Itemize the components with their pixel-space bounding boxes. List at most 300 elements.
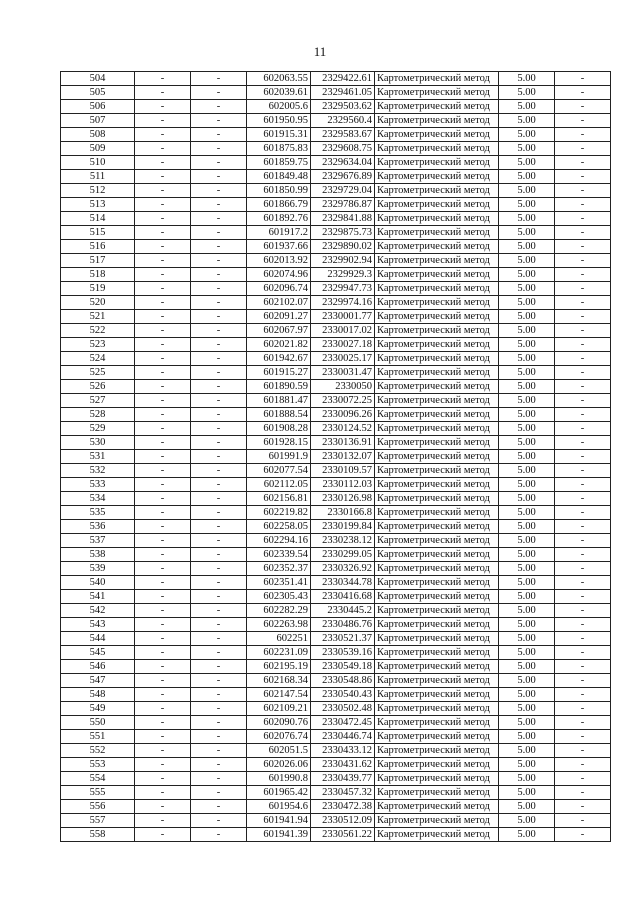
cell-description: - — [555, 716, 611, 730]
cell-accuracy: 5.00 — [499, 702, 555, 716]
cell-coord-x: 601875.83 — [247, 142, 311, 156]
cell-old-y: - — [191, 142, 247, 156]
cell-coord-y: 2330112.03 — [311, 478, 375, 492]
cell-old-y: - — [191, 702, 247, 716]
cell-coord-y: 2330512.09 — [311, 814, 375, 828]
cell-method: Картометрический метод — [375, 660, 499, 674]
cell-old-y: - — [191, 268, 247, 282]
cell-accuracy: 5.00 — [499, 828, 555, 842]
table-row — [61, 618, 611, 632]
cell-old-y: - — [191, 576, 247, 590]
cell-point-number: 556 — [61, 800, 135, 814]
cell-accuracy: 5.00 — [499, 352, 555, 366]
table-row — [61, 366, 611, 380]
cell-method: Картометрический метод — [375, 352, 499, 366]
cell-point-number: 541 — [61, 590, 135, 604]
cell-method: Картометрический метод — [375, 156, 499, 170]
cell-accuracy: 5.00 — [499, 296, 555, 310]
cell-coord-y: 2330132.07 — [311, 450, 375, 464]
cell-description: - — [555, 72, 611, 86]
table-row — [61, 506, 611, 520]
cell-point-number: 540 — [61, 576, 135, 590]
cell-point-number: 543 — [61, 618, 135, 632]
cell-point-number: 526 — [61, 380, 135, 394]
table-row — [61, 674, 611, 688]
cell-coord-y: 2330472.45 — [311, 716, 375, 730]
cell-method: Картометрический метод — [375, 72, 499, 86]
cell-old-x: - — [135, 828, 191, 842]
cell-coord-x: 601928.15 — [247, 436, 311, 450]
cell-accuracy: 5.00 — [499, 688, 555, 702]
cell-coord-x: 602258.05 — [247, 520, 311, 534]
cell-old-x: - — [135, 464, 191, 478]
cell-old-x: - — [135, 324, 191, 338]
cell-old-y: - — [191, 492, 247, 506]
table-row — [61, 310, 611, 324]
cell-description: - — [555, 450, 611, 464]
cell-coord-x: 601990.8 — [247, 772, 311, 786]
cell-point-number: 544 — [61, 632, 135, 646]
cell-coord-x: 602195.19 — [247, 660, 311, 674]
cell-method: Картометрический метод — [375, 310, 499, 324]
cell-point-number: 558 — [61, 828, 135, 842]
cell-description: - — [555, 198, 611, 212]
cell-point-number: 531 — [61, 450, 135, 464]
cell-old-x: - — [135, 758, 191, 772]
cell-point-number: 518 — [61, 268, 135, 282]
table-row — [61, 590, 611, 604]
cell-method: Картометрический метод — [375, 394, 499, 408]
cell-method: Картометрический метод — [375, 744, 499, 758]
cell-method: Картометрический метод — [375, 590, 499, 604]
table-row — [61, 576, 611, 590]
cell-coord-x: 601866.79 — [247, 198, 311, 212]
cell-method: Картометрический метод — [375, 618, 499, 632]
cell-description: - — [555, 170, 611, 184]
cell-coord-y: 2330431.62 — [311, 758, 375, 772]
table-row — [61, 548, 611, 562]
table-row — [61, 184, 611, 198]
cell-coord-y: 2330445.2 — [311, 604, 375, 618]
cell-description: - — [555, 660, 611, 674]
cell-old-x: - — [135, 604, 191, 618]
cell-point-number: 530 — [61, 436, 135, 450]
cell-method: Картометрический метод — [375, 338, 499, 352]
cell-coord-x: 602351.41 — [247, 576, 311, 590]
cell-description: - — [555, 184, 611, 198]
cell-old-x: - — [135, 548, 191, 562]
cell-coord-x: 602339.54 — [247, 548, 311, 562]
cell-point-number: 533 — [61, 478, 135, 492]
cell-method: Картометрический метод — [375, 730, 499, 744]
cell-coord-x: 602219.82 — [247, 506, 311, 520]
cell-old-y: - — [191, 478, 247, 492]
table-row — [61, 324, 611, 338]
table-row — [61, 254, 611, 268]
cell-coord-x: 602156.81 — [247, 492, 311, 506]
cell-old-x: - — [135, 730, 191, 744]
cell-point-number: 536 — [61, 520, 135, 534]
cell-coord-x: 602005.6 — [247, 100, 311, 114]
cell-point-number: 534 — [61, 492, 135, 506]
cell-coord-x: 602026.06 — [247, 758, 311, 772]
cell-coord-y: 2330549.18 — [311, 660, 375, 674]
cell-accuracy: 5.00 — [499, 520, 555, 534]
cell-description: - — [555, 674, 611, 688]
cell-point-number: 519 — [61, 282, 135, 296]
cell-method: Картометрический метод — [375, 632, 499, 646]
cell-accuracy: 5.00 — [499, 744, 555, 758]
cell-accuracy: 5.00 — [499, 786, 555, 800]
cell-description: - — [555, 548, 611, 562]
cell-point-number: 532 — [61, 464, 135, 478]
cell-coord-x: 602074.96 — [247, 268, 311, 282]
cell-accuracy: 5.00 — [499, 184, 555, 198]
cell-accuracy: 5.00 — [499, 730, 555, 744]
cell-old-y: - — [191, 408, 247, 422]
cell-accuracy: 5.00 — [499, 282, 555, 296]
table-row — [61, 716, 611, 730]
cell-old-x: - — [135, 716, 191, 730]
cell-coord-x: 601850.99 — [247, 184, 311, 198]
cell-old-y: - — [191, 520, 247, 534]
cell-point-number: 512 — [61, 184, 135, 198]
table-row — [61, 86, 611, 100]
table-row — [61, 450, 611, 464]
cell-coord-x: 601892.76 — [247, 212, 311, 226]
cell-accuracy: 5.00 — [499, 758, 555, 772]
cell-coord-x: 601917.2 — [247, 226, 311, 240]
cell-point-number: 552 — [61, 744, 135, 758]
cell-method: Картометрический метод — [375, 212, 499, 226]
cell-coord-x: 601888.54 — [247, 408, 311, 422]
cell-accuracy: 5.00 — [499, 100, 555, 114]
cell-coord-y: 2329583.67 — [311, 128, 375, 142]
cell-coord-x: 601941.94 — [247, 814, 311, 828]
cell-coord-x: 601950.95 — [247, 114, 311, 128]
cell-coord-y: 2330439.77 — [311, 772, 375, 786]
cell-old-y: - — [191, 380, 247, 394]
cell-old-x: - — [135, 674, 191, 688]
cell-coord-y: 2329974.16 — [311, 296, 375, 310]
cell-old-y: - — [191, 184, 247, 198]
cell-coord-x: 602090.76 — [247, 716, 311, 730]
cell-old-x: - — [135, 800, 191, 814]
cell-old-x: - — [135, 618, 191, 632]
cell-point-number: 522 — [61, 324, 135, 338]
cell-coord-x: 602294.16 — [247, 534, 311, 548]
cell-coord-y: 2330472.38 — [311, 800, 375, 814]
cell-description: - — [555, 828, 611, 842]
cell-coord-y: 2330561.22 — [311, 828, 375, 842]
cell-coord-y: 2329890.02 — [311, 240, 375, 254]
cell-description: - — [555, 352, 611, 366]
cell-coord-y: 2330136.91 — [311, 436, 375, 450]
cell-coord-y: 2330025.17 — [311, 352, 375, 366]
cell-old-y: - — [191, 786, 247, 800]
cell-coord-x: 602251 — [247, 632, 311, 646]
cell-method: Картометрический метод — [375, 646, 499, 660]
cell-accuracy: 5.00 — [499, 72, 555, 86]
cell-method: Картометрический метод — [375, 86, 499, 100]
cell-description: - — [555, 408, 611, 422]
cell-old-x: - — [135, 366, 191, 380]
cell-accuracy: 5.00 — [499, 408, 555, 422]
cell-old-x: - — [135, 240, 191, 254]
cell-method: Картометрический метод — [375, 800, 499, 814]
cell-old-y: - — [191, 324, 247, 338]
cell-method: Картометрический метод — [375, 786, 499, 800]
cell-accuracy: 5.00 — [499, 240, 555, 254]
cell-point-number: 521 — [61, 310, 135, 324]
cell-method: Картометрический метод — [375, 380, 499, 394]
cell-old-x: - — [135, 254, 191, 268]
cell-old-y: - — [191, 688, 247, 702]
cell-coord-y: 2329947.73 — [311, 282, 375, 296]
cell-old-y: - — [191, 394, 247, 408]
cell-accuracy: 5.00 — [499, 114, 555, 128]
cell-coord-y: 2330096.26 — [311, 408, 375, 422]
table-row — [61, 562, 611, 576]
cell-old-y: - — [191, 674, 247, 688]
cell-coord-y: 2330199.84 — [311, 520, 375, 534]
table-row — [61, 170, 611, 184]
cell-accuracy: 5.00 — [499, 156, 555, 170]
cell-old-x: - — [135, 632, 191, 646]
table-row — [61, 380, 611, 394]
table-row — [61, 660, 611, 674]
cell-point-number: 515 — [61, 226, 135, 240]
cell-description: - — [555, 688, 611, 702]
cell-coord-x: 601890.59 — [247, 380, 311, 394]
cell-old-y: - — [191, 86, 247, 100]
cell-coord-x: 602076.74 — [247, 730, 311, 744]
cell-coord-x: 602168.34 — [247, 674, 311, 688]
cell-description: - — [555, 366, 611, 380]
cell-point-number: 538 — [61, 548, 135, 562]
cell-description: - — [555, 464, 611, 478]
cell-method: Картометрический метод — [375, 576, 499, 590]
cell-method: Картометрический метод — [375, 758, 499, 772]
cell-accuracy: 5.00 — [499, 478, 555, 492]
cell-old-y: - — [191, 436, 247, 450]
cell-coord-y: 2330050 — [311, 380, 375, 394]
cell-old-x: - — [135, 268, 191, 282]
cell-method: Картометрический метод — [375, 478, 499, 492]
cell-old-y: - — [191, 72, 247, 86]
cell-old-x: - — [135, 646, 191, 660]
cell-coord-x: 602282.29 — [247, 604, 311, 618]
cell-method: Картометрический метод — [375, 464, 499, 478]
cell-description: - — [555, 562, 611, 576]
cell-old-x: - — [135, 422, 191, 436]
cell-coord-x: 602051.5 — [247, 744, 311, 758]
cell-description: - — [555, 758, 611, 772]
cell-coord-y: 2330539.16 — [311, 646, 375, 660]
cell-point-number: 528 — [61, 408, 135, 422]
cell-coord-x: 602063.55 — [247, 72, 311, 86]
table-row — [61, 268, 611, 282]
table-row — [61, 394, 611, 408]
cell-old-x: - — [135, 310, 191, 324]
cell-point-number: 535 — [61, 506, 135, 520]
cell-point-number: 557 — [61, 814, 135, 828]
cell-old-y: - — [191, 282, 247, 296]
cell-old-x: - — [135, 590, 191, 604]
table-row — [61, 100, 611, 114]
table-row — [61, 198, 611, 212]
cell-old-x: - — [135, 212, 191, 226]
cell-description: - — [555, 702, 611, 716]
cell-coord-y: 2329676.89 — [311, 170, 375, 184]
cell-accuracy: 5.00 — [499, 338, 555, 352]
cell-method: Картометрический метод — [375, 114, 499, 128]
coordinates-table-body — [61, 72, 611, 842]
cell-coord-y: 2330109.57 — [311, 464, 375, 478]
cell-method: Картометрический метод — [375, 100, 499, 114]
table-row — [61, 72, 611, 86]
cell-method: Картометрический метод — [375, 604, 499, 618]
table-row — [61, 212, 611, 226]
table-row — [61, 240, 611, 254]
table-row — [61, 226, 611, 240]
cell-old-x: - — [135, 450, 191, 464]
cell-coord-y: 2330326.92 — [311, 562, 375, 576]
cell-point-number: 524 — [61, 352, 135, 366]
cell-accuracy: 5.00 — [499, 226, 555, 240]
cell-point-number: 516 — [61, 240, 135, 254]
cell-old-y: - — [191, 114, 247, 128]
cell-point-number: 509 — [61, 142, 135, 156]
cell-description: - — [555, 632, 611, 646]
cell-accuracy: 5.00 — [499, 422, 555, 436]
cell-description: - — [555, 100, 611, 114]
cell-old-y: - — [191, 296, 247, 310]
cell-accuracy: 5.00 — [499, 450, 555, 464]
cell-coord-y: 2330299.05 — [311, 548, 375, 562]
cell-description: - — [555, 576, 611, 590]
table-row — [61, 534, 611, 548]
table-row — [61, 478, 611, 492]
cell-method: Картометрический метод — [375, 184, 499, 198]
cell-old-x: - — [135, 128, 191, 142]
cell-method: Картометрический метод — [375, 226, 499, 240]
cell-point-number: 529 — [61, 422, 135, 436]
cell-point-number: 546 — [61, 660, 135, 674]
cell-coord-x: 602352.37 — [247, 562, 311, 576]
cell-old-x: - — [135, 562, 191, 576]
cell-point-number: 504 — [61, 72, 135, 86]
cell-coord-x: 602112.05 — [247, 478, 311, 492]
cell-coord-x: 601991.9 — [247, 450, 311, 464]
cell-description: - — [555, 380, 611, 394]
cell-old-x: - — [135, 702, 191, 716]
cell-method: Картометрический метод — [375, 674, 499, 688]
table-row — [61, 352, 611, 366]
cell-coord-y: 2329634.04 — [311, 156, 375, 170]
cell-description: - — [555, 506, 611, 520]
cell-old-y: - — [191, 310, 247, 324]
cell-old-x: - — [135, 338, 191, 352]
cell-coord-y: 2330124.52 — [311, 422, 375, 436]
cell-description: - — [555, 604, 611, 618]
cell-coord-x: 601965.42 — [247, 786, 311, 800]
cell-point-number: 555 — [61, 786, 135, 800]
cell-coord-y: 2329608.75 — [311, 142, 375, 156]
table-row — [61, 828, 611, 842]
cell-old-y: - — [191, 506, 247, 520]
cell-old-x: - — [135, 478, 191, 492]
cell-old-y: - — [191, 800, 247, 814]
cell-old-y: - — [191, 254, 247, 268]
cell-coord-x: 601849.48 — [247, 170, 311, 184]
cell-coord-x: 602013.92 — [247, 254, 311, 268]
cell-coord-x: 601915.27 — [247, 366, 311, 380]
table-row — [61, 156, 611, 170]
cell-description: - — [555, 590, 611, 604]
cell-accuracy: 5.00 — [499, 604, 555, 618]
cell-old-x: - — [135, 744, 191, 758]
cell-old-y: - — [191, 632, 247, 646]
cell-coord-y: 2330001.77 — [311, 310, 375, 324]
cell-point-number: 527 — [61, 394, 135, 408]
cell-description: - — [555, 114, 611, 128]
cell-method: Картометрический метод — [375, 772, 499, 786]
cell-description: - — [555, 310, 611, 324]
cell-old-x: - — [135, 226, 191, 240]
cell-description: - — [555, 436, 611, 450]
cell-old-x: - — [135, 520, 191, 534]
cell-old-x: - — [135, 282, 191, 296]
cell-method: Картометрический метод — [375, 506, 499, 520]
cell-old-x: - — [135, 814, 191, 828]
table-row — [61, 772, 611, 786]
cell-description: - — [555, 282, 611, 296]
cell-description: - — [555, 534, 611, 548]
cell-old-y: - — [191, 128, 247, 142]
cell-accuracy: 5.00 — [499, 800, 555, 814]
cell-description: - — [555, 142, 611, 156]
cell-coord-y: 2329422.61 — [311, 72, 375, 86]
cell-accuracy: 5.00 — [499, 436, 555, 450]
cell-old-x: - — [135, 408, 191, 422]
cell-old-x: - — [135, 492, 191, 506]
cell-coord-y: 2330027.18 — [311, 338, 375, 352]
cell-point-number: 523 — [61, 338, 135, 352]
cell-description: - — [555, 646, 611, 660]
table-row — [61, 702, 611, 716]
cell-coord-x: 602091.27 — [247, 310, 311, 324]
cell-coord-y: 2329902.94 — [311, 254, 375, 268]
cell-old-y: - — [191, 100, 247, 114]
cell-accuracy: 5.00 — [499, 268, 555, 282]
cell-method: Картометрический метод — [375, 170, 499, 184]
cell-old-x: - — [135, 772, 191, 786]
cell-old-y: - — [191, 534, 247, 548]
cell-coord-x: 602039.61 — [247, 86, 311, 100]
cell-coord-y: 2329929.3 — [311, 268, 375, 282]
cell-point-number: 550 — [61, 716, 135, 730]
cell-point-number: 537 — [61, 534, 135, 548]
cell-method: Картометрический метод — [375, 324, 499, 338]
table-row — [61, 436, 611, 450]
cell-old-x: - — [135, 394, 191, 408]
cell-point-number: 549 — [61, 702, 135, 716]
cell-point-number: 553 — [61, 758, 135, 772]
table-row — [61, 814, 611, 828]
cell-coord-x: 602077.54 — [247, 464, 311, 478]
cell-accuracy: 5.00 — [499, 660, 555, 674]
